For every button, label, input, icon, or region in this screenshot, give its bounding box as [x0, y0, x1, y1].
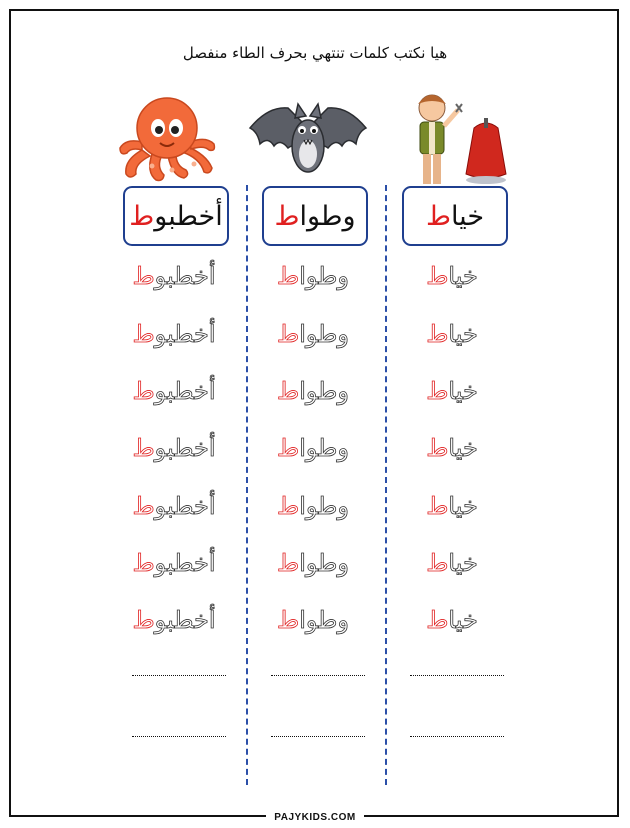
- trace-word-end: ط: [277, 492, 300, 520]
- word-box-tailor: [402, 186, 508, 246]
- tailor-illustration: [398, 88, 518, 188]
- trace-word-end: ط: [426, 492, 449, 520]
- octopus-illustration: [112, 88, 232, 188]
- footer-brand: PAJYKIDS.COM: [266, 812, 363, 823]
- trace-word-bat: [243, 606, 383, 634]
- trace-word-octopus: [104, 492, 244, 520]
- trace-word-tailor: [382, 320, 522, 348]
- word-octopus-start: أخطبو: [154, 200, 223, 232]
- trace-word-end: ط: [132, 320, 155, 348]
- trace-word-end: ط: [132, 606, 155, 634]
- trace-word-tailor: [382, 492, 522, 520]
- trace-word-tailor: [382, 434, 522, 462]
- word-bat-end: ط: [274, 200, 300, 232]
- trace-word-end: ط: [426, 606, 449, 634]
- footer: [0, 805, 630, 824]
- trace-word-octopus: [104, 377, 244, 405]
- trace-word-start: وطوا: [299, 262, 349, 290]
- trace-word-start: خيا: [448, 606, 478, 634]
- word-tailor-start: خيا: [450, 200, 485, 232]
- trace-word-end: ط: [426, 434, 449, 462]
- trace-word-start: خيا: [448, 549, 478, 577]
- trace-word-end: ط: [132, 549, 155, 577]
- page-title: هيا نكتب كلمات تنتهي بحرف الطاء منفصل: [182, 44, 448, 62]
- trace-word-start: خيا: [448, 320, 478, 348]
- trace-word-end: ط: [132, 262, 155, 290]
- trace-word-tailor: [382, 262, 522, 290]
- trace-word-tailor: [382, 549, 522, 577]
- trace-word-bat: [243, 434, 383, 462]
- trace-word-end: ط: [277, 606, 300, 634]
- trace-word-octopus: [104, 262, 244, 290]
- word-box-octopus: [123, 186, 229, 246]
- trace-word-end: ط: [426, 320, 449, 348]
- trace-word-start: خيا: [448, 377, 478, 405]
- trace-word-end: ط: [426, 377, 449, 405]
- trace-word-end: ط: [132, 434, 155, 462]
- trace-word-tailor: [382, 377, 522, 405]
- trace-word-start: أخطبو: [154, 377, 216, 405]
- trace-word-start: وطوا: [299, 549, 349, 577]
- word-bat-start: وطوا: [299, 200, 356, 232]
- trace-word-octopus: [104, 434, 244, 462]
- writing-line: [132, 675, 226, 676]
- trace-word-end: ط: [277, 434, 300, 462]
- trace-word-end: ط: [426, 262, 449, 290]
- trace-word-end: ط: [426, 549, 449, 577]
- trace-word-start: خيا: [448, 434, 478, 462]
- trace-word-start: وطوا: [299, 434, 349, 462]
- word-box-bat: [262, 186, 368, 246]
- trace-word-bat: [243, 262, 383, 290]
- trace-word-start: وطوا: [299, 606, 349, 634]
- writing-line: [271, 736, 365, 737]
- trace-word-start: أخطبو: [154, 549, 216, 577]
- trace-word-start: أخطبو: [154, 262, 216, 290]
- trace-word-start: أخطبو: [154, 320, 216, 348]
- trace-word-octopus: [104, 320, 244, 348]
- trace-word-bat: [243, 492, 383, 520]
- trace-word-bat: [243, 549, 383, 577]
- trace-word-end: ط: [132, 377, 155, 405]
- trace-word-tailor: [382, 606, 522, 634]
- trace-word-end: ط: [277, 549, 300, 577]
- trace-word-start: أخطبو: [154, 434, 216, 462]
- writing-line: [271, 675, 365, 676]
- trace-word-start: أخطبو: [154, 606, 216, 634]
- trace-word-start: خيا: [448, 262, 478, 290]
- writing-line: [132, 736, 226, 737]
- word-tailor-end: ط: [425, 200, 451, 232]
- trace-word-start: أخطبو: [154, 492, 216, 520]
- trace-word-octopus: [104, 606, 244, 634]
- writing-line: [410, 736, 504, 737]
- trace-word-start: خيا: [448, 492, 478, 520]
- trace-word-octopus: [104, 549, 244, 577]
- trace-word-start: وطوا: [299, 492, 349, 520]
- trace-word-bat: [243, 320, 383, 348]
- writing-line: [410, 675, 504, 676]
- trace-word-end: ط: [132, 492, 155, 520]
- trace-word-bat: [243, 377, 383, 405]
- trace-word-start: وطوا: [299, 320, 349, 348]
- trace-word-start: وطوا: [299, 377, 349, 405]
- trace-word-end: ط: [277, 320, 300, 348]
- trace-word-end: ط: [277, 377, 300, 405]
- word-octopus-end: ط: [129, 200, 155, 232]
- trace-word-end: ط: [277, 262, 300, 290]
- bat-illustration: [248, 88, 368, 188]
